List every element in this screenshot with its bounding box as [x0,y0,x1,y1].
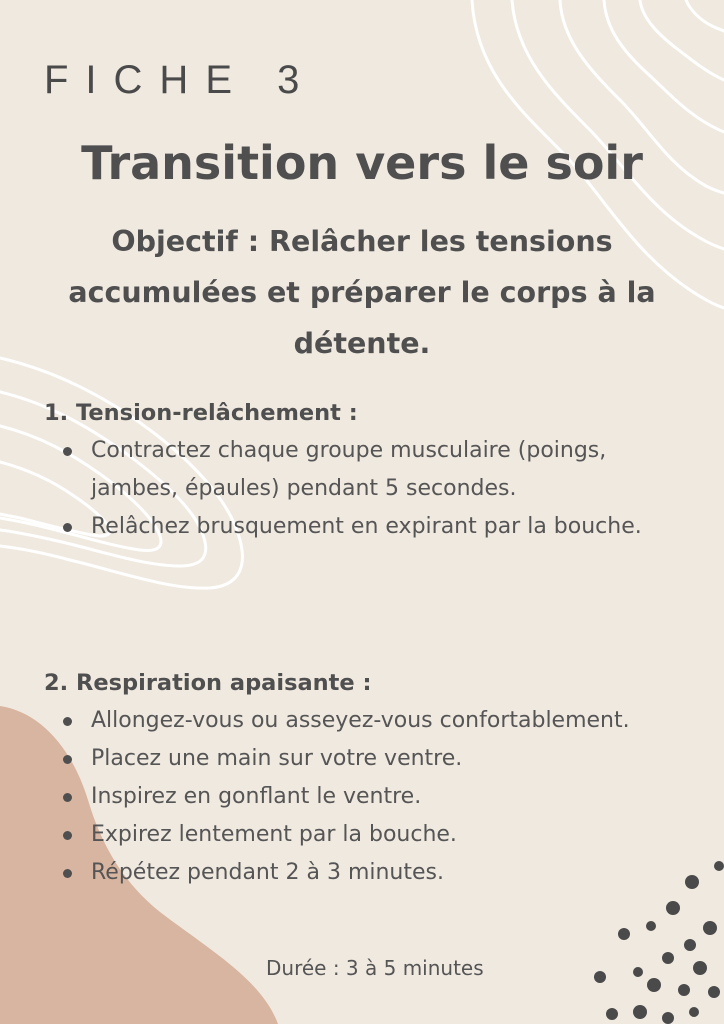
section-heading: 2. Respiration apaisante : [44,670,372,696]
bullet-list [44,702,664,892]
section-heading: 1. Tension-relâchement : [44,400,358,426]
list-item [44,854,664,892]
bullet-icon [63,793,72,802]
section-tension-relachement [44,398,664,546]
list-item-text: Allongez-vous ou asseyez-vous confortablement. [91,708,630,733]
section-respiration-apaisante [44,668,664,892]
list-item-text: Inspirez en gonflant le ventre. [91,784,422,809]
list-item-text: Expirez lentement par la bouche. [91,822,457,847]
list-item [44,778,664,816]
list-item [44,432,664,508]
bullet-icon [63,523,72,532]
list-item-text: Répétez pendant 2 à 3 minutes. [91,860,444,885]
bullet-icon [63,717,72,726]
list-item-text: Relâchez brusquement en expirant par la bouche. [91,514,642,539]
bullet-icon [63,869,72,878]
page-title: Transition vers le soir [81,136,643,190]
bullet-icon [63,447,72,456]
bullet-list [44,432,664,546]
list-item [44,816,664,854]
list-item [44,508,664,546]
fiche-label: FICHE 3 [44,58,317,102]
bullet-icon [63,831,72,840]
bullet-icon [63,755,72,764]
list-item [44,702,664,740]
list-item-text: Contractez chaque groupe musculaire (poings, jambes, épaules) pendant 5 secondes. [91,438,607,501]
duration-text: Durée : 3 à 5 minutes [266,956,484,980]
list-item [44,740,664,778]
list-item-text: Placez une main sur votre ventre. [91,746,463,771]
objective-text: Objectif : Relâcher les tensions accumulées et préparer le corps à la détente. [68,225,656,360]
